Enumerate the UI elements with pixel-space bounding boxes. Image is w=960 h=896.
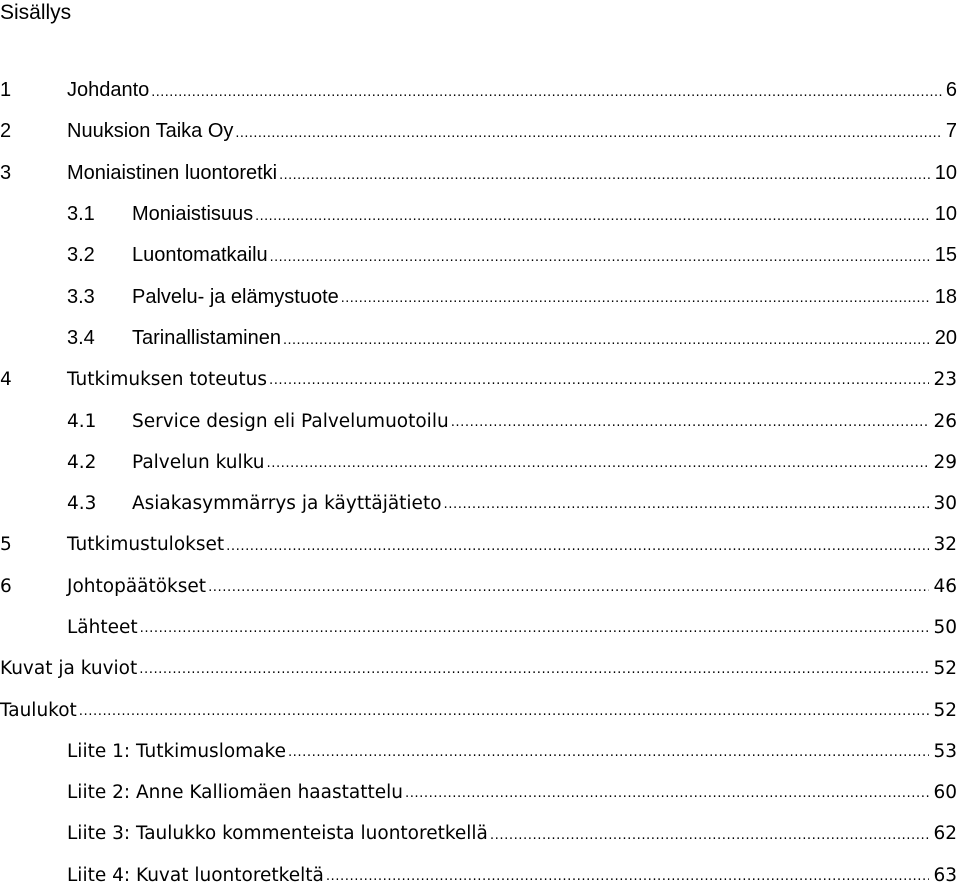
toc-entry-number: 4	[0, 369, 12, 391]
toc-dot-leader	[151, 81, 942, 101]
toc-entry-page: 18	[934, 285, 957, 308]
toc-dot-leader	[288, 742, 930, 761]
toc-dot-leader	[405, 783, 929, 802]
toc-entry-label: Johdanto	[67, 79, 150, 102]
toc-entry-label: Luontomatkailu	[132, 244, 268, 267]
toc-entry-label: Moniaistisuus	[132, 203, 254, 226]
toc-entry[interactable]	[0, 483, 960, 524]
toc-dot-leader	[139, 660, 929, 679]
toc-dot-leader	[451, 412, 930, 431]
toc-entry-page: 52	[933, 658, 957, 680]
toc-entry[interactable]	[0, 318, 960, 359]
toc-entry[interactable]	[0, 111, 960, 152]
toc-entry[interactable]	[0, 153, 960, 194]
toc-entry-page: 6	[945, 79, 957, 102]
toc-entry[interactable]	[0, 689, 960, 730]
toc-dot-leader	[266, 453, 929, 472]
toc-list	[0, 70, 960, 896]
toc-dot-leader	[269, 370, 929, 389]
toc-dot-leader	[255, 205, 931, 225]
toc-entry-page: 10	[934, 203, 957, 226]
toc-entry[interactable]	[0, 813, 960, 854]
toc-entry-label: Liite 4: Kuvat luontoretkeltä	[67, 864, 324, 886]
toc-entry-label: Palvelu- ja elämystuote	[132, 285, 339, 308]
toc-entry-label: Johtopäätökset	[67, 575, 207, 597]
toc-entry[interactable]	[0, 442, 960, 483]
toc-entry-label: Moniaistinen luontoretki	[67, 161, 278, 184]
toc-entry-number: 5	[0, 534, 12, 556]
toc-entry-number: 1	[0, 79, 12, 102]
toc-entry-label: Lähteet	[67, 617, 138, 638]
toc-entry[interactable]	[0, 731, 960, 772]
toc-dot-leader	[140, 618, 930, 637]
toc-dot-leader	[270, 246, 931, 266]
toc-entry-label: Nuuksion Taika Oy	[67, 120, 234, 143]
toc-entry-page: 52	[933, 699, 957, 721]
toc-entry[interactable]	[0, 70, 960, 111]
toc-entry-label: Liite 3: Taulukko kommenteista luontoretkellä	[67, 823, 488, 845]
toc-entry-page: 32	[933, 534, 957, 556]
toc-entry[interactable]	[0, 359, 960, 400]
toc-entry[interactable]	[0, 855, 960, 896]
toc-entry-label: Liite 1: Tutkimuslomake	[67, 740, 286, 762]
toc-entry-page: 10	[934, 161, 957, 184]
toc-entry[interactable]	[0, 607, 960, 648]
toc-entry-number: 4.3	[67, 493, 97, 515]
toc-dot-leader	[326, 866, 930, 885]
toc-dot-leader	[444, 494, 930, 513]
toc-entry-number: 3	[0, 161, 12, 184]
toc-entry-number: 4.1	[67, 410, 97, 432]
toc-dot-leader	[226, 536, 929, 555]
toc-entry[interactable]	[0, 566, 960, 607]
toc-entry-label: Palvelun kulku	[132, 451, 265, 473]
toc-dot-leader	[341, 287, 931, 307]
toc-dot-leader	[279, 163, 931, 183]
toc-dot-leader	[79, 701, 930, 720]
toc-entry-page: 46	[933, 575, 957, 597]
toc-entry-number: 3.3	[67, 285, 95, 308]
toc-entry[interactable]	[0, 400, 960, 441]
toc-entry-page: 30	[933, 493, 957, 515]
toc-dot-leader	[490, 825, 930, 844]
toc-entry[interactable]	[0, 194, 960, 235]
toc-entry[interactable]	[0, 524, 960, 565]
toc-entry-page: 50	[933, 617, 957, 638]
toc-entry-page: 23	[933, 369, 957, 391]
toc-entry-number: 3.2	[67, 244, 95, 267]
toc-entry-page: 26	[933, 410, 957, 432]
toc-entry-label: Tarinallistaminen	[132, 326, 281, 349]
toc-entry-number: 3.1	[67, 203, 95, 226]
toc-entry[interactable]	[0, 235, 960, 276]
toc-entry[interactable]	[0, 648, 960, 689]
toc-entry[interactable]	[0, 276, 960, 317]
toc-entry-page: 15	[934, 244, 957, 267]
toc-entry-number: 6	[0, 575, 12, 597]
toc-entry-label: Liite 2: Anne Kalliomäen haastattelu	[67, 782, 403, 804]
toc-entry-page: 63	[933, 864, 957, 886]
toc-entry-number: 3.4	[67, 326, 95, 349]
toc-dot-leader	[283, 328, 931, 348]
toc-entry-page: 53	[933, 740, 957, 762]
toc-entry-page: 20	[934, 326, 957, 349]
toc-entry-label: Tutkimustulokset	[67, 534, 225, 556]
toc-entry-label: Asiakasymmärrys ja käyttäjätieto	[132, 493, 442, 515]
toc-entry[interactable]	[0, 772, 960, 813]
toc-entry-label: Service design eli Palvelumuotoilu	[132, 410, 449, 432]
toc-entry-page: 29	[933, 451, 957, 473]
toc-entry-number: 4.2	[67, 451, 97, 473]
toc-entry-page: 60	[933, 782, 957, 804]
toc-entry-label: Tutkimuksen toteutus	[67, 369, 267, 391]
toc-entry-page: 7	[945, 120, 957, 143]
toc-dot-leader	[208, 577, 929, 596]
toc-entry-label: Taulukot	[0, 699, 77, 721]
toc-entry-page: 62	[933, 823, 957, 845]
toc-title: Sisällys	[0, 1, 72, 24]
toc-entry-number: 2	[0, 120, 12, 143]
toc-dot-leader	[235, 122, 941, 142]
toc-entry-label: Kuvat ja kuviot	[0, 658, 138, 680]
